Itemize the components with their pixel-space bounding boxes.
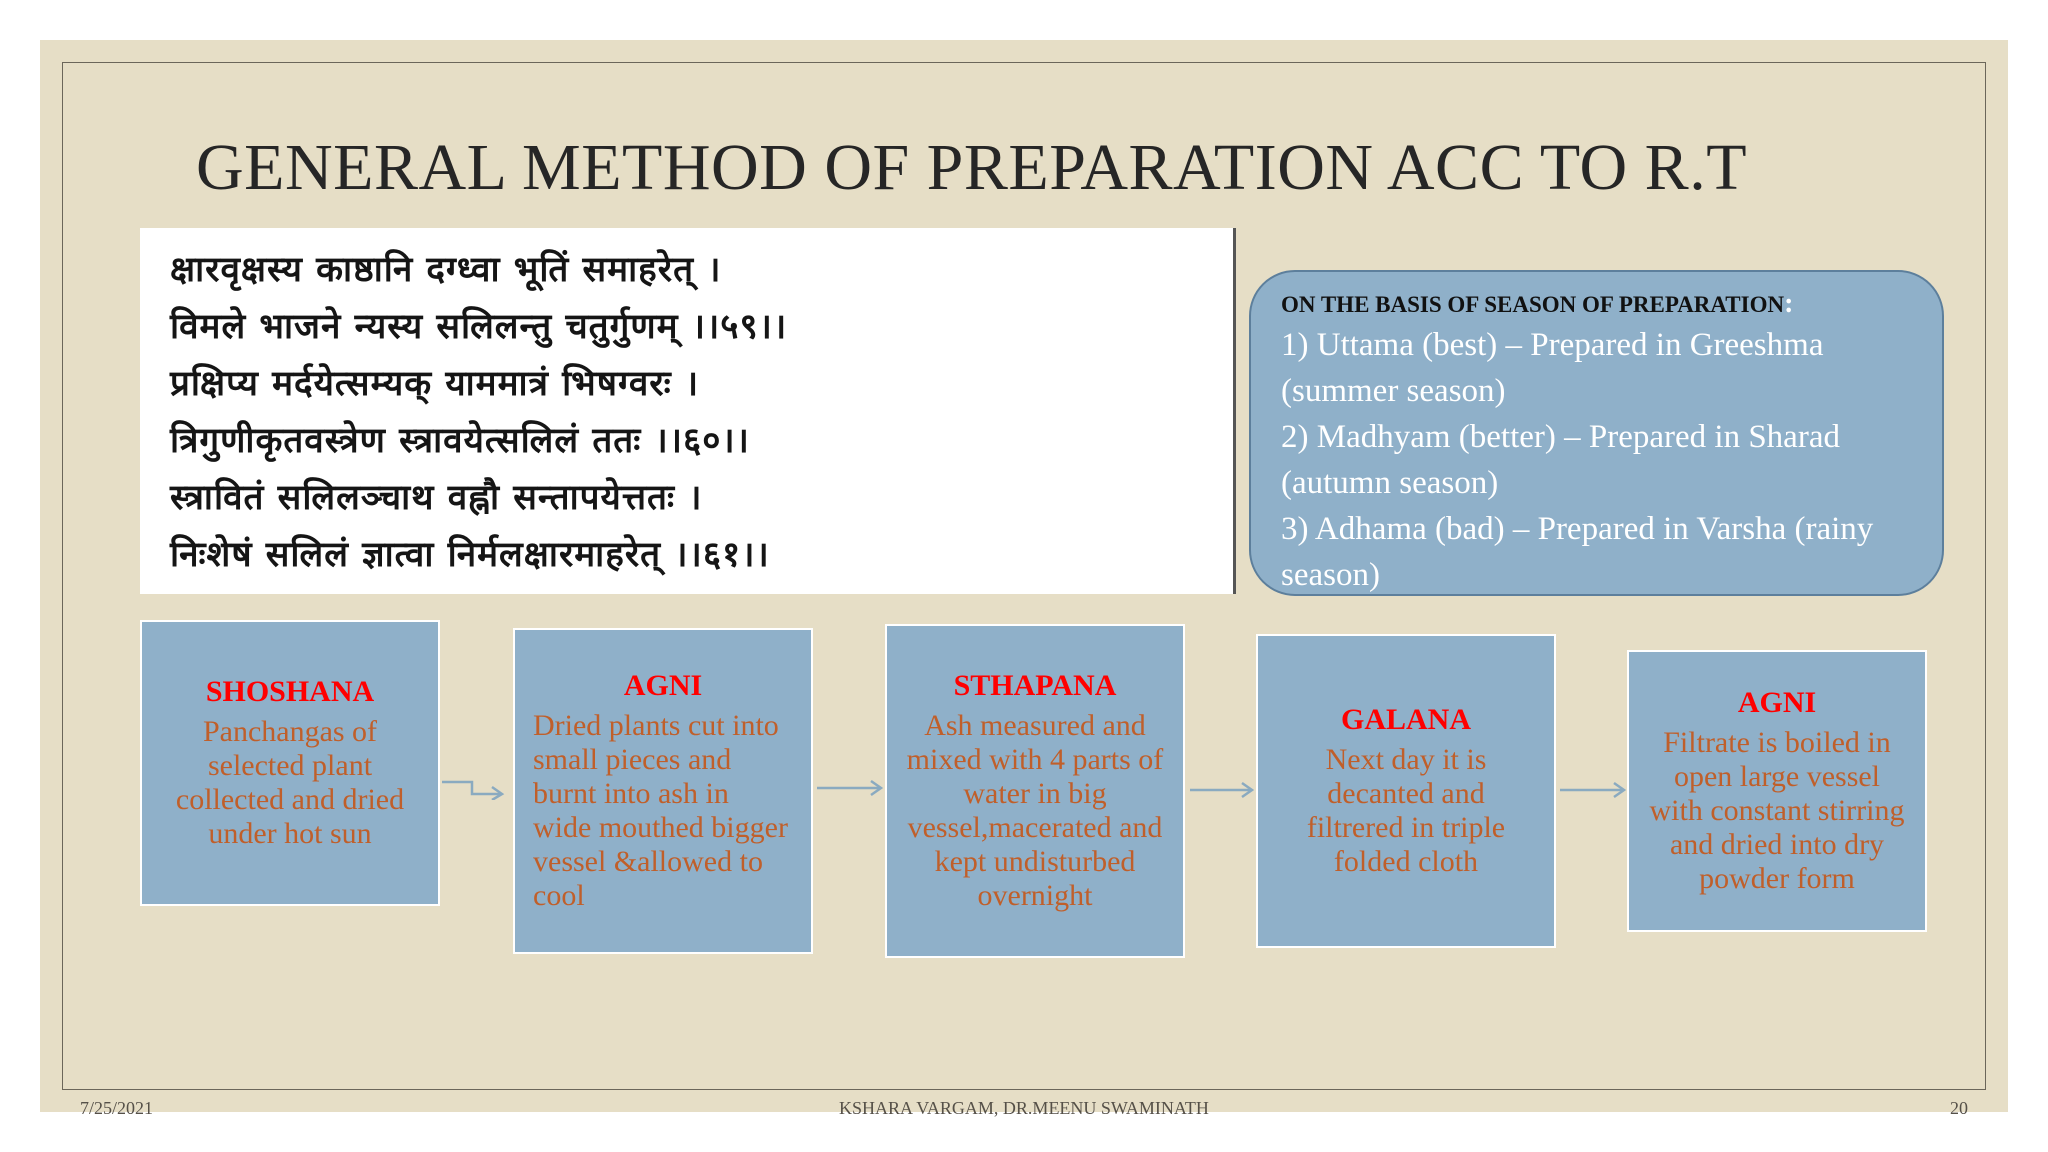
step-agni-2 bbox=[1627, 650, 1927, 932]
verse-line: त्रिगुणीकृतवस्त्रेण स्त्रावयेत्सलिलं ततः ।।६०।। bbox=[170, 421, 750, 461]
season-item-uttama: 1) Uttama (best) – Prepared in Greeshma (summer season) bbox=[1281, 327, 1824, 409]
verse-line: क्षारवृक्षस्य काष्ठानि दग्ध्वा भूतिं समाहरेत् । bbox=[170, 250, 722, 290]
verse-line: विमले भाजने न्यस्य सलिलन्तु चतुर्गुणम् ।।५९।। bbox=[170, 307, 788, 347]
season-heading-colon: : bbox=[1784, 288, 1794, 319]
step-title: AGNI bbox=[623, 669, 703, 702]
season-box bbox=[1249, 270, 1944, 596]
step-title: SHOSHANA bbox=[205, 675, 375, 708]
arrow-right-icon bbox=[440, 776, 508, 800]
footer-date: 7/25/2021 bbox=[80, 1098, 154, 1118]
step-text: Panchangas of selected plant collected and dried under hot sun bbox=[175, 715, 405, 850]
step-agni-1 bbox=[513, 628, 813, 954]
arrow-right-icon bbox=[1188, 781, 1256, 799]
arrow-right-icon bbox=[1558, 781, 1628, 799]
step-shoshana bbox=[140, 620, 440, 906]
season-item-adhama: 3) Adhama (bad) – Prepared in Varsha (rainy season) bbox=[1281, 511, 1874, 593]
step-title: STHAPANA bbox=[953, 669, 1117, 702]
season-heading bbox=[1281, 288, 1918, 320]
step-title: GALANA bbox=[1340, 703, 1471, 736]
step-text: Filtrate is boiled in open large vessel with constant stirring and dried into dry powder form bbox=[1649, 726, 1905, 895]
footer-center: KSHARA VARGAM, DR.MEENU SWAMINATH bbox=[839, 1098, 1209, 1118]
slide-title: GENERAL METHOD OF PREPARATION ACC TO R.T bbox=[196, 131, 1748, 204]
step-text: Next day it is decanted and filtrered in triple folded cloth bbox=[1306, 743, 1506, 878]
verse-line: निःशेषं सलिलं ज्ञात्वा निर्मलक्षारमाहरेत् ।।६१।। bbox=[170, 535, 770, 575]
step-text: Ash measured and mixed with 4 parts of water in big vessel,macerated and kept undisturbed overnight bbox=[906, 709, 1164, 912]
page-number: 20 bbox=[1950, 1098, 1968, 1118]
slide bbox=[40, 40, 2008, 1118]
season-item-madhyam: 2) Madhyam (better) – Prepared in Sharad (autumn season) bbox=[1281, 419, 1840, 501]
step-text: Dried plants cut into small pieces and burnt into ash in wide mouthed bigger vessel &allowed to cool bbox=[533, 709, 788, 912]
season-heading-text: ON THE BASIS OF SEASON OF PREPARATION bbox=[1281, 292, 1785, 317]
sanskrit-verse-image bbox=[140, 228, 1236, 594]
verse-line: प्रक्षिप्य मर्दयेत्सम्यक् याममात्रं भिषग्वरः । bbox=[170, 364, 700, 404]
step-title: AGNI bbox=[1737, 686, 1817, 719]
verse-line: स्त्रावितं सलिलञ्चाथ वह्नौ सन्तापयेत्ततः । bbox=[170, 478, 703, 518]
step-galana bbox=[1256, 634, 1556, 948]
arrow-right-icon bbox=[815, 779, 885, 797]
step-sthapana bbox=[885, 624, 1185, 958]
